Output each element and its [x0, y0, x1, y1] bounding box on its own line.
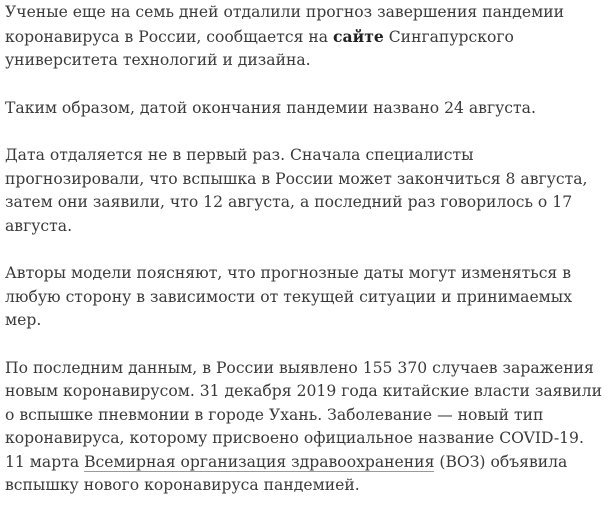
paragraph-forecast-text-start: Ученые еще на семь дней отдалили прогноз завершения пандемии коронавируса в России, сообщается на	[5, 3, 565, 46]
paragraph-forecast	[5, 1, 603, 73]
paragraph-statistics	[5, 357, 603, 498]
paragraph-forecast-text-end: Сингапурского университета технологий и дизайна.	[5, 27, 514, 69]
paragraph-model-note: Авторы модели поясняют, что прогнозные даты могут изменяться в любую сторону в зависимости от текущей ситуации и принимаемых мер.	[5, 264, 573, 329]
paragraph-statistics-text-end: (ВОЗ) объявила вспышку нового коронавируса пандемией.	[5, 452, 568, 494]
paragraph-previous-dates: Дата отдаляется не в первый раз. Сначала специалисты прогнозировали, что вспышка в России может закончиться 8 августа, затем они заявили, что 12 августа, а последний раз говорилось о 17 августа.	[5, 146, 588, 235]
paragraph-statistics-text-start: По последним данным, в России выявлено 155 370 случаев заражения новым коронавирусом. 31 декабря 2019 года китайские власти заявили о вспышке пневмонии в городе Ухань. Заболевание — новый тип коронавируса, которому присвоено официальное название COVID-19. 11 марта	[5, 358, 602, 471]
source-site-link[interactable]: сайте	[333, 26, 384, 46]
who-link[interactable]: Всемирная организация здравоохранения	[84, 452, 435, 471]
paragraph-end-date: Таким образом, датой окончания пандемии названо 24 августа.	[5, 98, 536, 117]
